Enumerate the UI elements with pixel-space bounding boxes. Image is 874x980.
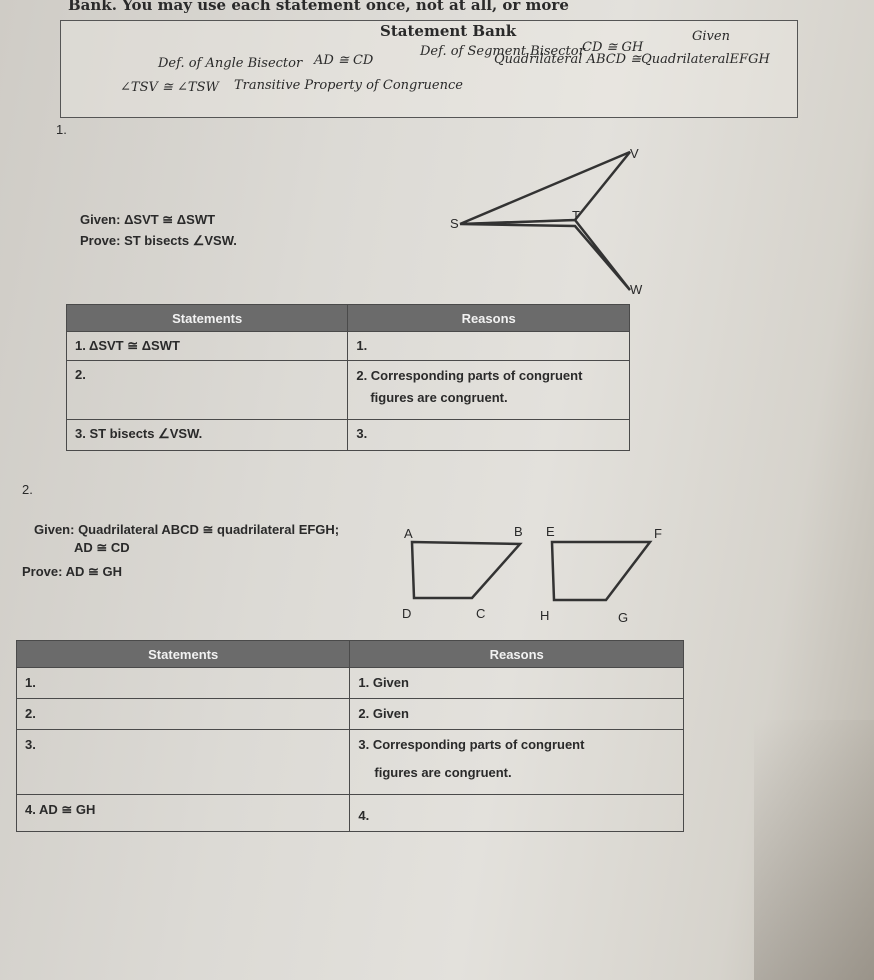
statement-text: 2. xyxy=(75,367,86,382)
statement-text: 1. xyxy=(25,675,36,690)
problem-1-given: Given: ΔSVT ≅ ΔSWT xyxy=(80,212,216,227)
reason-cell[interactable] xyxy=(350,699,684,730)
reason-cell[interactable] xyxy=(348,361,630,420)
reason-text: 2. Corresponding parts of congruent xyxy=(356,368,583,383)
photo-shadow xyxy=(754,720,874,980)
statement-text: 2. xyxy=(25,706,36,721)
problem-2-given-line1: Given: Quadrilateral ABCD ≅ quadrilateral EFGH; xyxy=(34,522,340,537)
statement-cell[interactable] xyxy=(17,730,350,795)
label-w: W xyxy=(630,282,643,297)
bank-item-ad-cd: AD ≅ CD xyxy=(314,53,374,68)
bank-item-cd-gh: CD ≅ GH xyxy=(582,40,644,55)
reason-text: 2. Given xyxy=(358,706,409,721)
label-g: G xyxy=(618,610,629,625)
label-c: C xyxy=(476,606,486,621)
statement-cell[interactable] xyxy=(67,420,348,451)
reason-text: figures are congruent. xyxy=(370,390,508,405)
statements-header: Statements xyxy=(17,641,350,668)
reasons-header: Reasons xyxy=(350,641,684,668)
statements-header: Statements xyxy=(67,305,348,332)
label-v: V xyxy=(630,146,639,161)
bank-item-def-segment-bisector: Def. of Segment Bisector xyxy=(420,44,585,59)
proof-table-1 xyxy=(66,304,630,451)
reason-cell[interactable] xyxy=(348,332,630,361)
proof-table-2 xyxy=(16,640,684,832)
bank-item-given: Given xyxy=(692,29,730,44)
problem-2-number: 2. xyxy=(22,482,33,497)
bank-item-tsv-tsw: ∠TSV ≅ ∠TSW xyxy=(120,80,219,95)
statement-text: 4. AD ≅ GH xyxy=(25,802,96,817)
reason-text: 1. Given xyxy=(358,675,409,690)
reason-cell[interactable] xyxy=(348,420,630,451)
statement-cell[interactable] xyxy=(67,361,348,420)
problem-2-given-line2: AD ≅ CD xyxy=(74,540,130,555)
label-d: D xyxy=(402,606,412,621)
statement-bank-title: Statement Bank xyxy=(380,22,517,40)
problem-1-number: 1. xyxy=(56,122,67,137)
reason-cell[interactable] xyxy=(350,795,684,832)
statement-text: 1. ΔSVT ≅ ΔSWT xyxy=(75,338,180,353)
bank-item-quad: Quadrilateral ABCD ≅QuadrilateralEFGH xyxy=(494,52,770,67)
bank-item-transitive: Transitive Property of Congruence xyxy=(234,78,463,93)
reason-text: figures are congruent. xyxy=(374,765,512,780)
reason-cell[interactable] xyxy=(350,668,684,699)
label-e: E xyxy=(546,524,555,539)
problem-2-prove: Prove: AD ≅ GH xyxy=(22,564,122,579)
kite-figure xyxy=(440,140,660,300)
label-a: A xyxy=(404,526,413,541)
reasons-header: Reasons xyxy=(348,305,630,332)
quadrilaterals-figure xyxy=(400,530,660,610)
label-s: S xyxy=(450,216,459,231)
statement-text: 3. xyxy=(25,737,36,752)
reason-text: 3. Corresponding parts of congruent xyxy=(358,737,585,752)
label-t: T xyxy=(572,208,580,223)
statement-cell[interactable] xyxy=(17,795,350,832)
label-b: B xyxy=(514,524,523,539)
reason-text: 1. xyxy=(356,338,368,353)
top-instruction: Bank. You may use each statement once, not at all, or more xyxy=(68,0,569,14)
statement-cell[interactable] xyxy=(17,699,350,730)
statement-text: 3. ST bisects ∠VSW. xyxy=(75,426,203,441)
statement-cell[interactable] xyxy=(17,668,350,699)
statement-cell[interactable] xyxy=(67,332,348,361)
problem-1-prove: Prove: ST bisects ∠VSW. xyxy=(80,233,237,248)
bank-item-def-angle-bisector: Def. of Angle Bisector xyxy=(158,56,303,71)
reason-text: 4. xyxy=(358,808,370,823)
reason-cell[interactable] xyxy=(350,730,684,795)
reason-text: 3. xyxy=(356,426,368,441)
label-f: F xyxy=(654,526,662,541)
label-h: H xyxy=(540,608,550,623)
